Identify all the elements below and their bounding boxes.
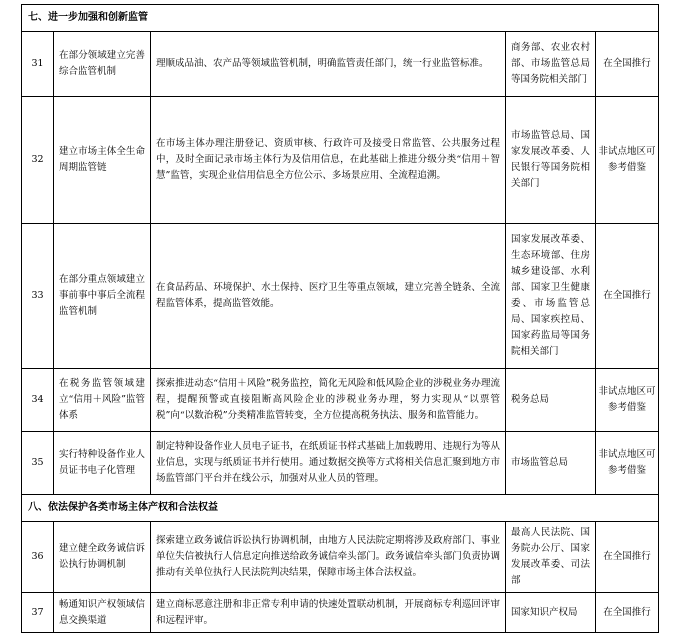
measure-content: 理顺成品油、农产品等领域监管机制，明确监管责任部门，统一行业监管标准。: [151, 32, 506, 97]
scope: 在全国推行: [596, 32, 659, 97]
responsible-depts: 最高人民法院、国务院办公厅、国家发展改革委、司法部: [506, 522, 596, 593]
table-row: [22, 32, 659, 97]
measure-content: 制定特种设备作业人员电子证书，在纸质证书样式基础上加载聘用、违规行为等从业信息，实现与纸质证书并行使用。通过数据交换等方式将相关信息汇聚到地方市场监管部门平台并在线公示，加强对从业人员的管理。: [151, 432, 506, 495]
table-row: [22, 432, 659, 495]
scope: 非试点地区可参考借鉴: [596, 97, 659, 224]
measure-content: 建立商标恶意注册和非正常专利申请的快速处置联动机制，开展商标专利巡回评审和远程评审。: [151, 593, 506, 633]
section-8-title: 八、依法保护各类市场主体产权和合法权益: [22, 495, 659, 522]
scope: 非试点地区可参考借鉴: [596, 432, 659, 495]
measure-name: 在部分重点领域建立事前事中事后全流程监管机制: [54, 224, 151, 369]
measure-content: 探索推进动态“信用＋风险”税务监控，简化无风险和低风险企业的涉税业务办理流程，提醒预警或直接阻断高风险企业的涉税业务办理，努力实现从“以票管税”向“以数治税”分类精准监管转变，全方位提高税务执法、服务和监管能力。: [151, 369, 506, 432]
row-number: 34: [22, 369, 54, 432]
table-row: [22, 97, 659, 224]
row-number: 37: [22, 593, 54, 633]
table-row: [22, 369, 659, 432]
row-number: 33: [22, 224, 54, 369]
section-header-row: [22, 5, 659, 32]
responsible-depts: 国家知识产权局: [506, 593, 596, 633]
scope: 在全国推行: [596, 522, 659, 593]
measure-name: 建立健全政务诚信诉讼执行协调机制: [54, 522, 151, 593]
measure-content: 探索建立政务诚信诉讼执行协调机制，由地方人民法院定期将涉及政府部门、事业单位失信被执行人信息定向推送给政务诚信牵头部门。政务诚信牵头部门负责协调推动有关单位执行人民法院判决结果，保障市场主体合法权益。: [151, 522, 506, 593]
responsible-depts: 商务部、农业农村部、市场监管总局等国务院相关部门: [506, 32, 596, 97]
table-row: [22, 522, 659, 593]
responsible-depts: 市场监管总局、国家发展改革委、人民银行等国务院相关部门: [506, 97, 596, 224]
scope: 在全国推行: [596, 224, 659, 369]
measure-content: 在食品药品、环境保护、水土保持、医疗卫生等重点领域，建立完善全链条、全流程监管体系，提高监管效能。: [151, 224, 506, 369]
measure-name: 实行特种设备作业人员证书电子化管理: [54, 432, 151, 495]
section-header-row: [22, 495, 659, 522]
row-number: 35: [22, 432, 54, 495]
section-7-title: 七、进一步加强和创新监管: [22, 5, 659, 32]
measure-name: 在税务监管领域建立“信用＋风险”监管体系: [54, 369, 151, 432]
row-number: 36: [22, 522, 54, 593]
responsible-depts: 市场监管总局: [506, 432, 596, 495]
table-row: [22, 224, 659, 369]
responsible-depts: 国家发展改革委、生态环境部、住房城乡建设部、水利部、国家卫生健康委、市场监管总局、国家疾控局、国家药监局等国务院相关部门: [506, 224, 596, 369]
measure-name: 建立市场主体全生命周期监管链: [54, 97, 151, 224]
responsible-depts: 税务总局: [506, 369, 596, 432]
row-number: 32: [22, 97, 54, 224]
row-number: 31: [22, 32, 54, 97]
measure-content: 在市场主体办理注册登记、资质审核、行政许可及接受日常监管、公共服务过程中，及时全面记录市场主体行为及信用信息，在此基础上推进分级分类“信用＋智慧”监管，实现企业信用信息全方位公示、多场景应用、全流程追溯。: [151, 97, 506, 224]
reform-measures-table: [21, 4, 659, 633]
scope: 非试点地区可参考借鉴: [596, 369, 659, 432]
measure-name: 在部分领域建立完善综合监管机制: [54, 32, 151, 97]
measure-name: 畅通知识产权领域信息交换渠道: [54, 593, 151, 633]
table-row: [22, 593, 659, 633]
scope: 在全国推行: [596, 593, 659, 633]
